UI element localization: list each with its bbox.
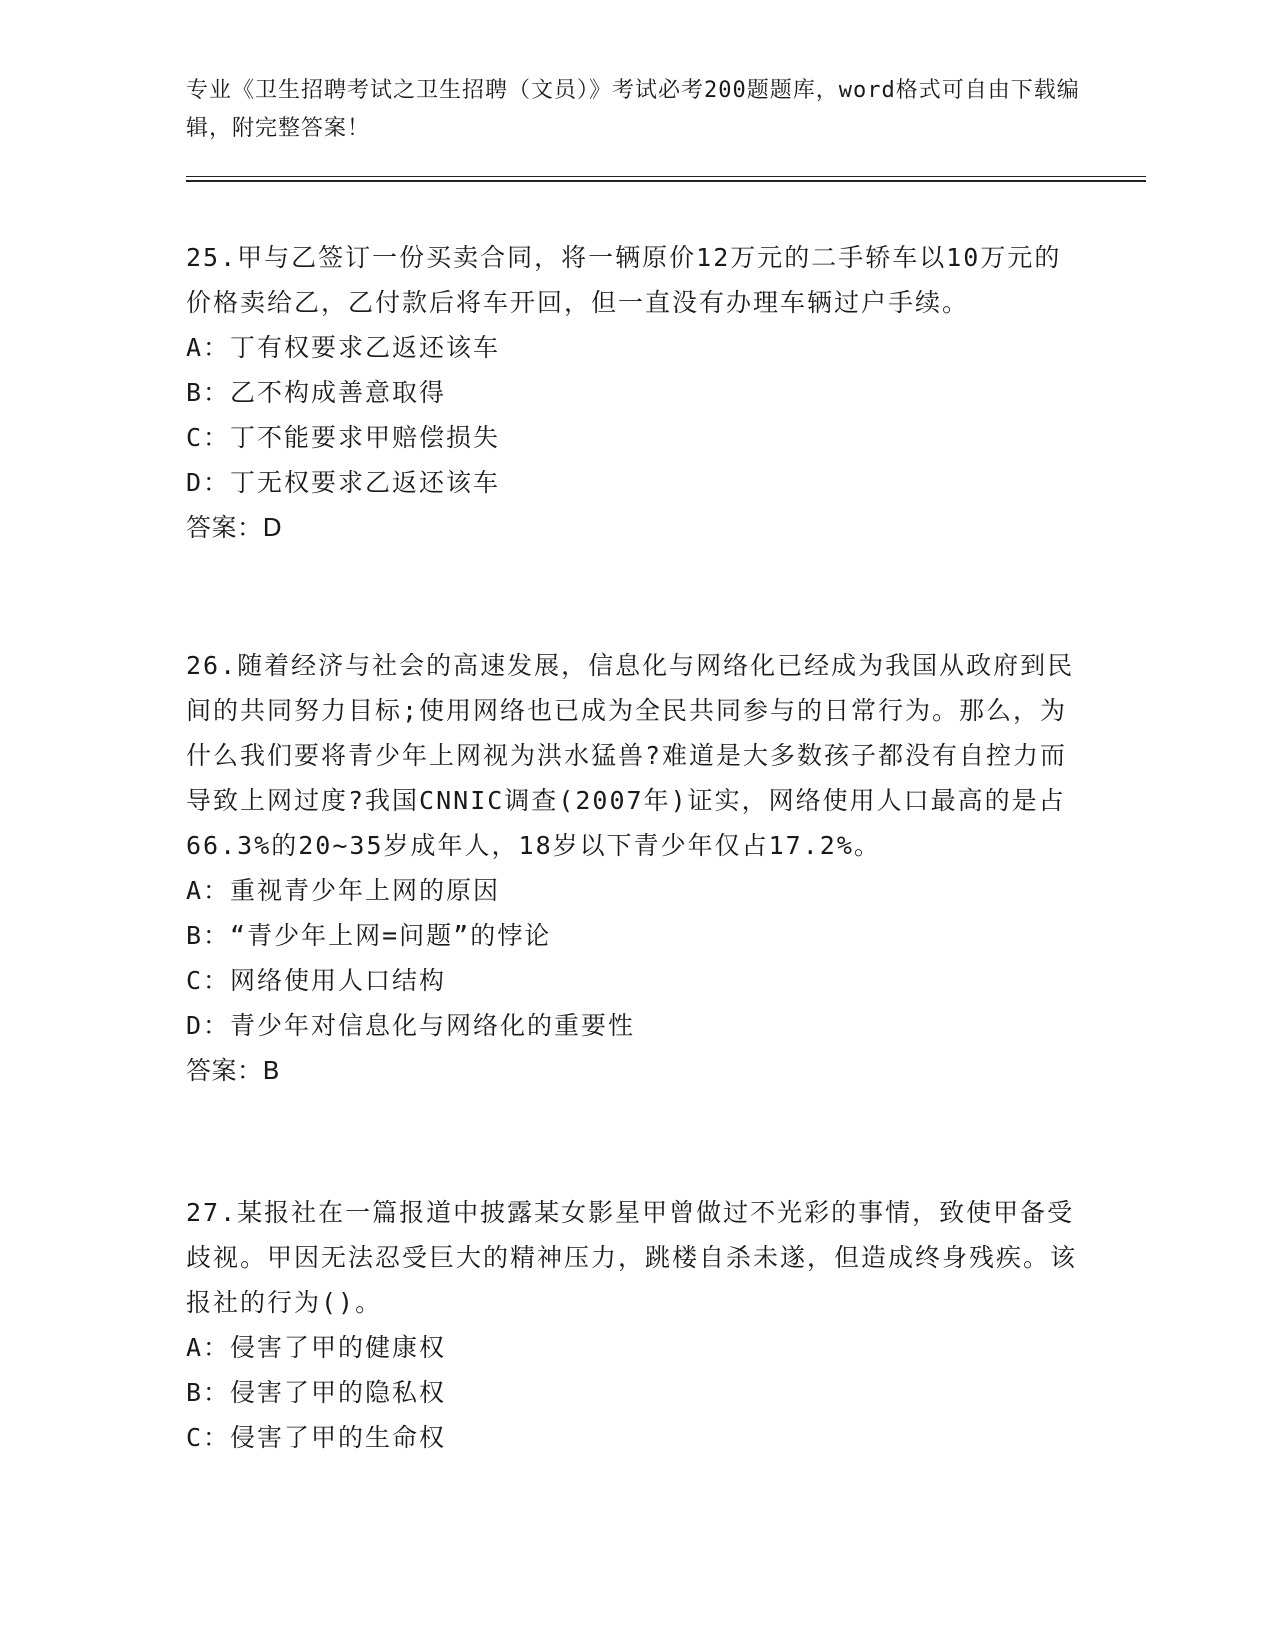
question-stem: 26.随着经济与社会的高速发展，信息化与网络化已经成为我国从政府到民间的共同努力目标;使用网络也已成为全民共同参与的日常行为。那么，为什么我们要将青少年上网视为洪水猛兽?难道是大多数孩子都没有自控力而导致上网过度?我国CNNIC调查(2007年)证实，网络使用人口最高的是占66.3%的20~35岁成年人，18岁以下青少年仅占17.2%。 <box>186 651 1075 860</box>
document-header: 专业《卫生招聘考试之卫生招聘（文员）》考试必考200题题库，word格式可自由下载编辑，附完整答案！ <box>186 78 1080 141</box>
header-divider-thin <box>186 176 1146 177</box>
option-c: C：侵害了甲的生命权 <box>186 1423 447 1452</box>
option-a: A：侵害了甲的健康权 <box>186 1333 447 1362</box>
option-b: B：乙不构成善意取得 <box>186 378 447 407</box>
question-27 <box>186 1190 1086 1460</box>
option-a: A：重视青少年上网的原因 <box>186 876 501 905</box>
question-stem: 27.某报社在一篇报道中披露某女影星甲曾做过不光彩的事情，致使甲备受歧视。甲因无法忍受巨大的精神压力，跳楼自杀未遂，但造成终身残疾。该报社的行为()。 <box>186 1198 1078 1317</box>
question-25 <box>186 235 1086 551</box>
question-stem: 25.甲与乙签订一份买卖合同，将一辆原价12万元的二手轿车以10万元的价格卖给乙，乙付款后将车开回，但一直没有办理车辆过户手续。 <box>186 243 1062 317</box>
answer-label: 答案：D <box>186 513 283 542</box>
option-b: B：“青少年上网=问题”的悖论 <box>186 921 552 950</box>
answer-label: 答案：B <box>186 1056 281 1085</box>
option-d: D：丁无权要求乙返还该车 <box>186 468 501 497</box>
option-b: B：侵害了甲的隐私权 <box>186 1378 447 1407</box>
option-c: C：丁不能要求甲赔偿损失 <box>186 423 501 452</box>
option-d: D：青少年对信息化与网络化的重要性 <box>186 1011 636 1040</box>
option-a: A：丁有权要求乙返还该车 <box>186 333 501 362</box>
header-divider-thick <box>186 180 1146 182</box>
option-c: C：网络使用人口结构 <box>186 966 447 995</box>
question-26 <box>186 643 1086 1094</box>
